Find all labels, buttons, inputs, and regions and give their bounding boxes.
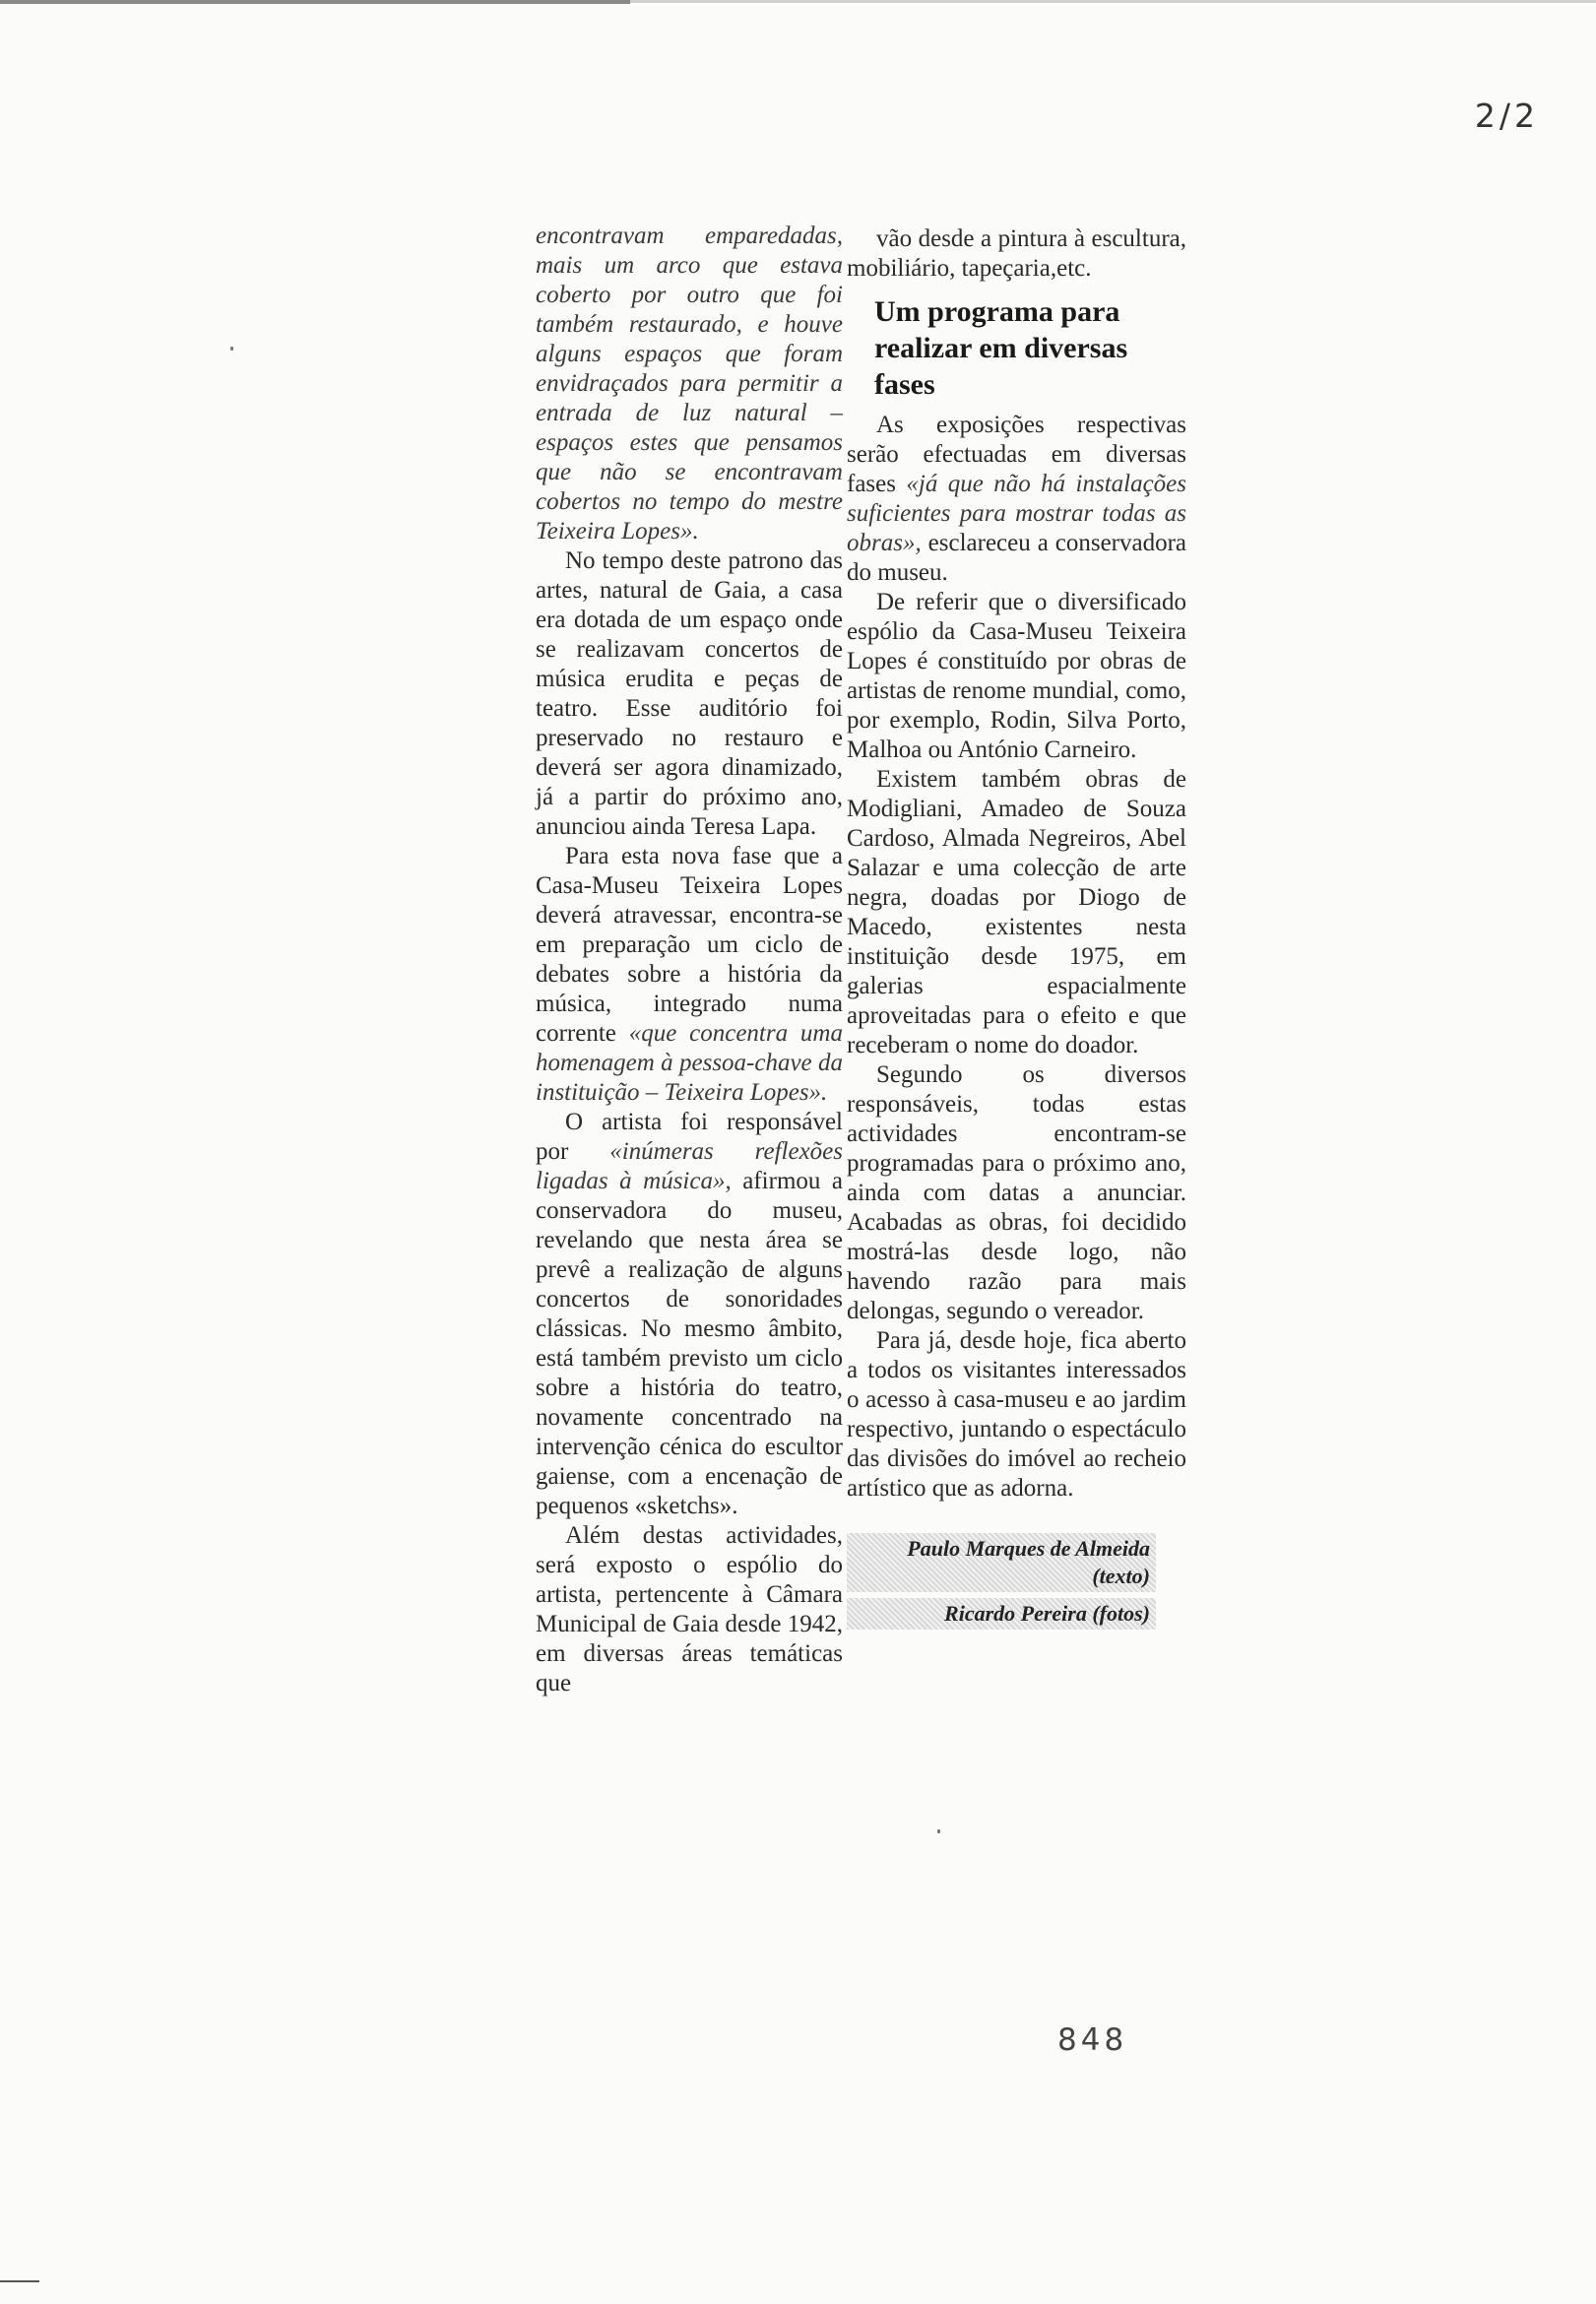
page-number: 848 bbox=[1057, 2022, 1128, 2058]
article-right-column bbox=[847, 224, 1186, 1630]
article-paragraph: No tempo deste patrono das artes, natural de Gaia, a casa era dotada de um espaço onde se realizavam concertos de música erudita e peças de teatro. Esse auditório foi preservado no restauro e deverá ser agora dinamizado, já a partir do próximo ano, anunciou ainda Teresa Lapa. bbox=[536, 547, 843, 840]
top-scan-rule-dark bbox=[0, 0, 630, 4]
article-paragraph bbox=[536, 1108, 843, 1521]
article-paragraph: vão desde a pintura à escultura, mobiliário, tapeçaria,etc. bbox=[847, 225, 1186, 282]
quote-text: «já que não há instalações suficientes para mostrar todas as obras», bbox=[847, 471, 1187, 556]
article-paragraph bbox=[536, 842, 843, 1108]
text-credit: Paulo Marques de Almeida (texto) bbox=[847, 1533, 1156, 1592]
paragraph-text: O artista foi responsável por bbox=[536, 1109, 843, 1165]
article-paragraph: Existem também obras de Modigliani, Amadeo de Souza Cardoso, Almada Negreiros, Abel Salazar e uma colecção de arte negra, doadas por Diogo de Macedo, existentes nesta instituição desde 1975, em galerias espacialmente aproveitadas para o efeito e que receberam o nome do doador. bbox=[847, 766, 1186, 1058]
paragraph-text: afirmou a conservadora do museu, revelando que nesta área se prevê a realização de alguns concertos de sonoridades clássicas. No mesmo âmbito, está também previsto um ciclo sobre a história do teatro, novamente concentrado na intervenção cénica do escultor gaiense, com a encenação de pequenos «sketchs». bbox=[536, 1168, 843, 1519]
article-left-column bbox=[536, 222, 843, 1698]
quote-text: «inúmeras reflexões ligadas à música», bbox=[536, 1138, 843, 1194]
paragraph-text: As exposições respectivas serão efectuadas em diversas fases bbox=[847, 412, 1186, 497]
byline-credits bbox=[847, 1533, 1186, 1630]
scan-speck bbox=[937, 1829, 940, 1833]
article-paragraph: De referir que o diversificado espólio da Casa-Museu Teixeira Lopes é constituído por obras de artistas de renome mundial, como, por exemplo, Rodin, Silva Porto, Malhoa ou António Carneiro. bbox=[847, 589, 1186, 763]
article-subheading: Um programa para realizar em diversas fases bbox=[874, 295, 1128, 401]
quote-text: «que concentra uma homenagem à pessoa-chave da instituição – Teixeira Lopes». bbox=[536, 1020, 843, 1106]
article-paragraph bbox=[847, 411, 1186, 588]
scan-corner-mark bbox=[0, 2280, 39, 2282]
article-paragraph: encontravam emparedadas, mais um arco que estava coberto por outro que foi também restaurado, e houve alguns espaços que foram envidraçados para permitir a entrada de luz natural – espaços estes que pensamos que não se encontravam cobertos no tempo do mestre Teixeira Lopes». bbox=[536, 223, 843, 544]
article-paragraph: Segundo os diversos responsáveis, todas estas actividades encontram-se programadas para o próximo ano, ainda com datas a anunciar. Acabadas as obras, foi decidido mostrá-las desde logo, não havendo razão para mais delongas, segundo o vereador. bbox=[847, 1061, 1186, 1324]
paragraph-text: esclareceu a conservadora do museu. bbox=[847, 530, 1187, 586]
paragraph-text: Para esta nova fase que a Casa-Museu Teixeira Lopes deverá atravessar, encontra-se em preparação um ciclo de debates sobre a história da música, integrado numa corrente bbox=[536, 843, 843, 1047]
article-paragraph: Para já, desde hoje, fica aberto a todos os visitantes interessados o acesso à casa-museu e ao jardim respectivo, juntando o espectáculo das divisões do imóvel ao recheio artístico que as adorna. bbox=[847, 1327, 1186, 1502]
photo-credit: Ricardo Pereira (fotos) bbox=[847, 1598, 1156, 1630]
article-paragraph: Além destas actividades, será exposto o espólio do artista, pertencente à Câmara Municipal de Gaia desde 1942, em diversas áreas temáticas que bbox=[536, 1522, 843, 1696]
scan-speck bbox=[230, 347, 233, 351]
page-counter: 2/2 bbox=[1474, 96, 1539, 135]
